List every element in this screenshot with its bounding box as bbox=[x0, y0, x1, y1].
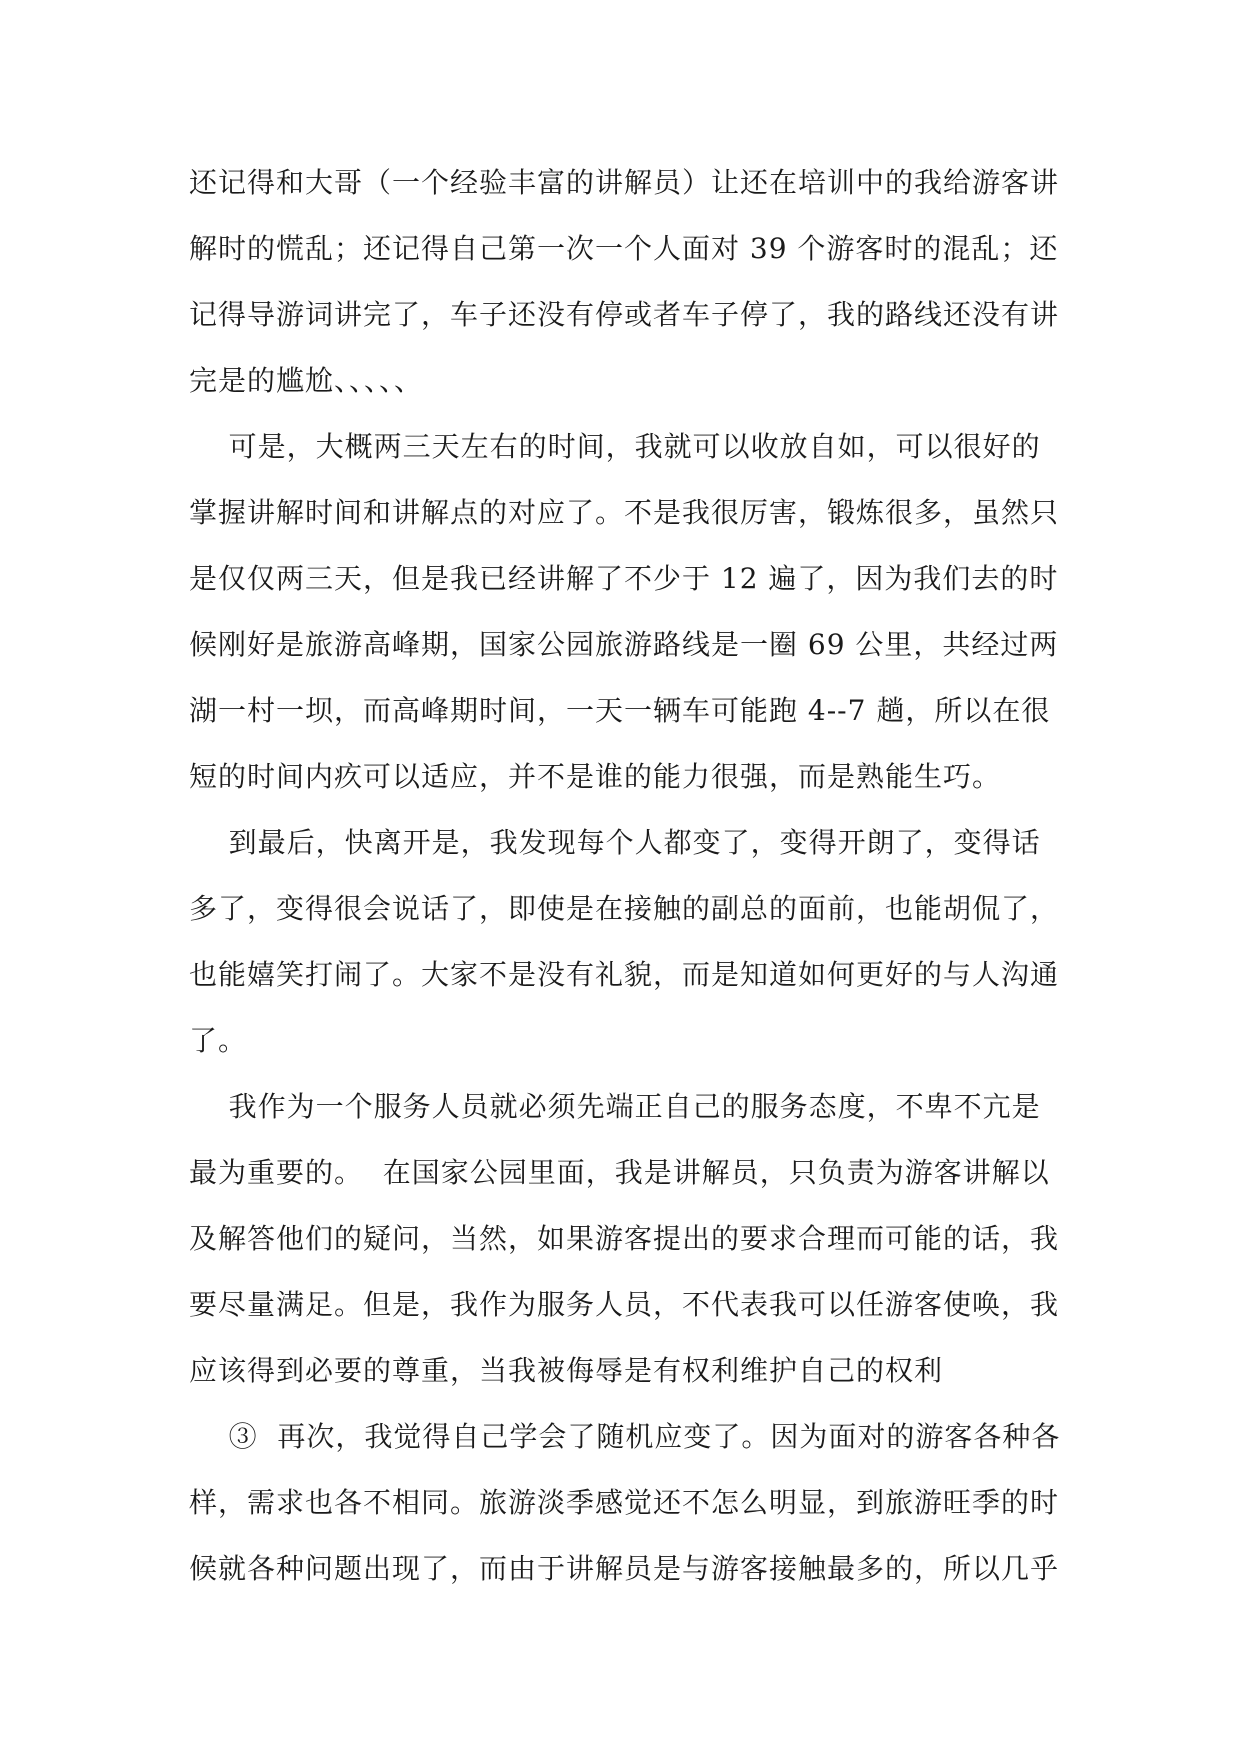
text-line: 掌握讲解时间和讲解点的对应了。不是我很厉害，锻炼很多，虽然只 bbox=[189, 496, 1060, 529]
text-line: 多了，变得很会说话了，即使是在接触的副总的面前，也能胡侃了， bbox=[189, 892, 1060, 925]
text-line: 我作为一个服务人员就必须先端正自己的服务态度，不卑不亢是 bbox=[189, 1090, 1041, 1123]
document-body bbox=[189, 150, 1059, 1602]
text-line: 及解答他们的疑问，当然，如果游客提出的要求合理而可能的话，我 bbox=[189, 1222, 1060, 1255]
text-line: 最为重要的。 在国家公园里面，我是讲解员，只负责为游客讲解以 bbox=[189, 1156, 1050, 1189]
text-line: 应该得到必要的尊重，当我被侮辱是有权利维护自己的权利 bbox=[189, 1354, 944, 1387]
text-line: 解时的慌乱；还记得自己第一次一个人面对 39 个游客时的混乱；还 bbox=[189, 232, 1059, 265]
text-line: 是仅仅两三天，但是我已经讲解了不少于 12 遍了，因为我们去的时 bbox=[189, 562, 1059, 595]
text-line: 可是，大概两三天左右的时间，我就可以收放自如，可以很好的 bbox=[189, 430, 1041, 463]
text-line: 候刚好是旅游高峰期，国家公园旅游路线是一圈 69 公里，共经过两 bbox=[189, 628, 1059, 661]
text-line: ③ 再次，我觉得自己学会了随机应变了。因为面对的游客各种各 bbox=[189, 1420, 1061, 1453]
text-line: 要尽量满足。但是，我作为服务人员，不代表我可以任游客使唤，我 bbox=[189, 1288, 1060, 1321]
text-line: 短的时间内疚可以适应，并不是谁的能力很强，而是熟能生巧。 bbox=[189, 760, 1002, 793]
text-line: 湖一村一坝，而高峰期时间，一天一辆车可能跑 4--7 趟，所以在很 bbox=[189, 694, 1051, 727]
text-line: 了。 bbox=[189, 1024, 248, 1057]
text-line: 记得导游词讲完了，车子还没有停或者车子停了，我的路线还没有讲 bbox=[189, 298, 1060, 331]
text-line: 候就各种问题出现了，而由于讲解员是与游客接触最多的，所以几乎 bbox=[189, 1552, 1060, 1585]
text-line: 到最后，快离开是，我发现每个人都变了，变得开朗了，变得话 bbox=[189, 826, 1041, 859]
text-line: 样，需求也各不相同。旅游淡季感觉还不怎么明显，到旅游旺季的时 bbox=[189, 1486, 1060, 1519]
text-line: 还记得和大哥（一个经验丰富的讲解员）让还在培训中的我给游客讲 bbox=[189, 166, 1060, 199]
text-line: 也能嬉笑打闹了。大家不是没有礼貌，而是知道如何更好的与人沟通 bbox=[189, 958, 1060, 991]
text-line: 完是的尴尬、、、、、 bbox=[189, 364, 424, 397]
